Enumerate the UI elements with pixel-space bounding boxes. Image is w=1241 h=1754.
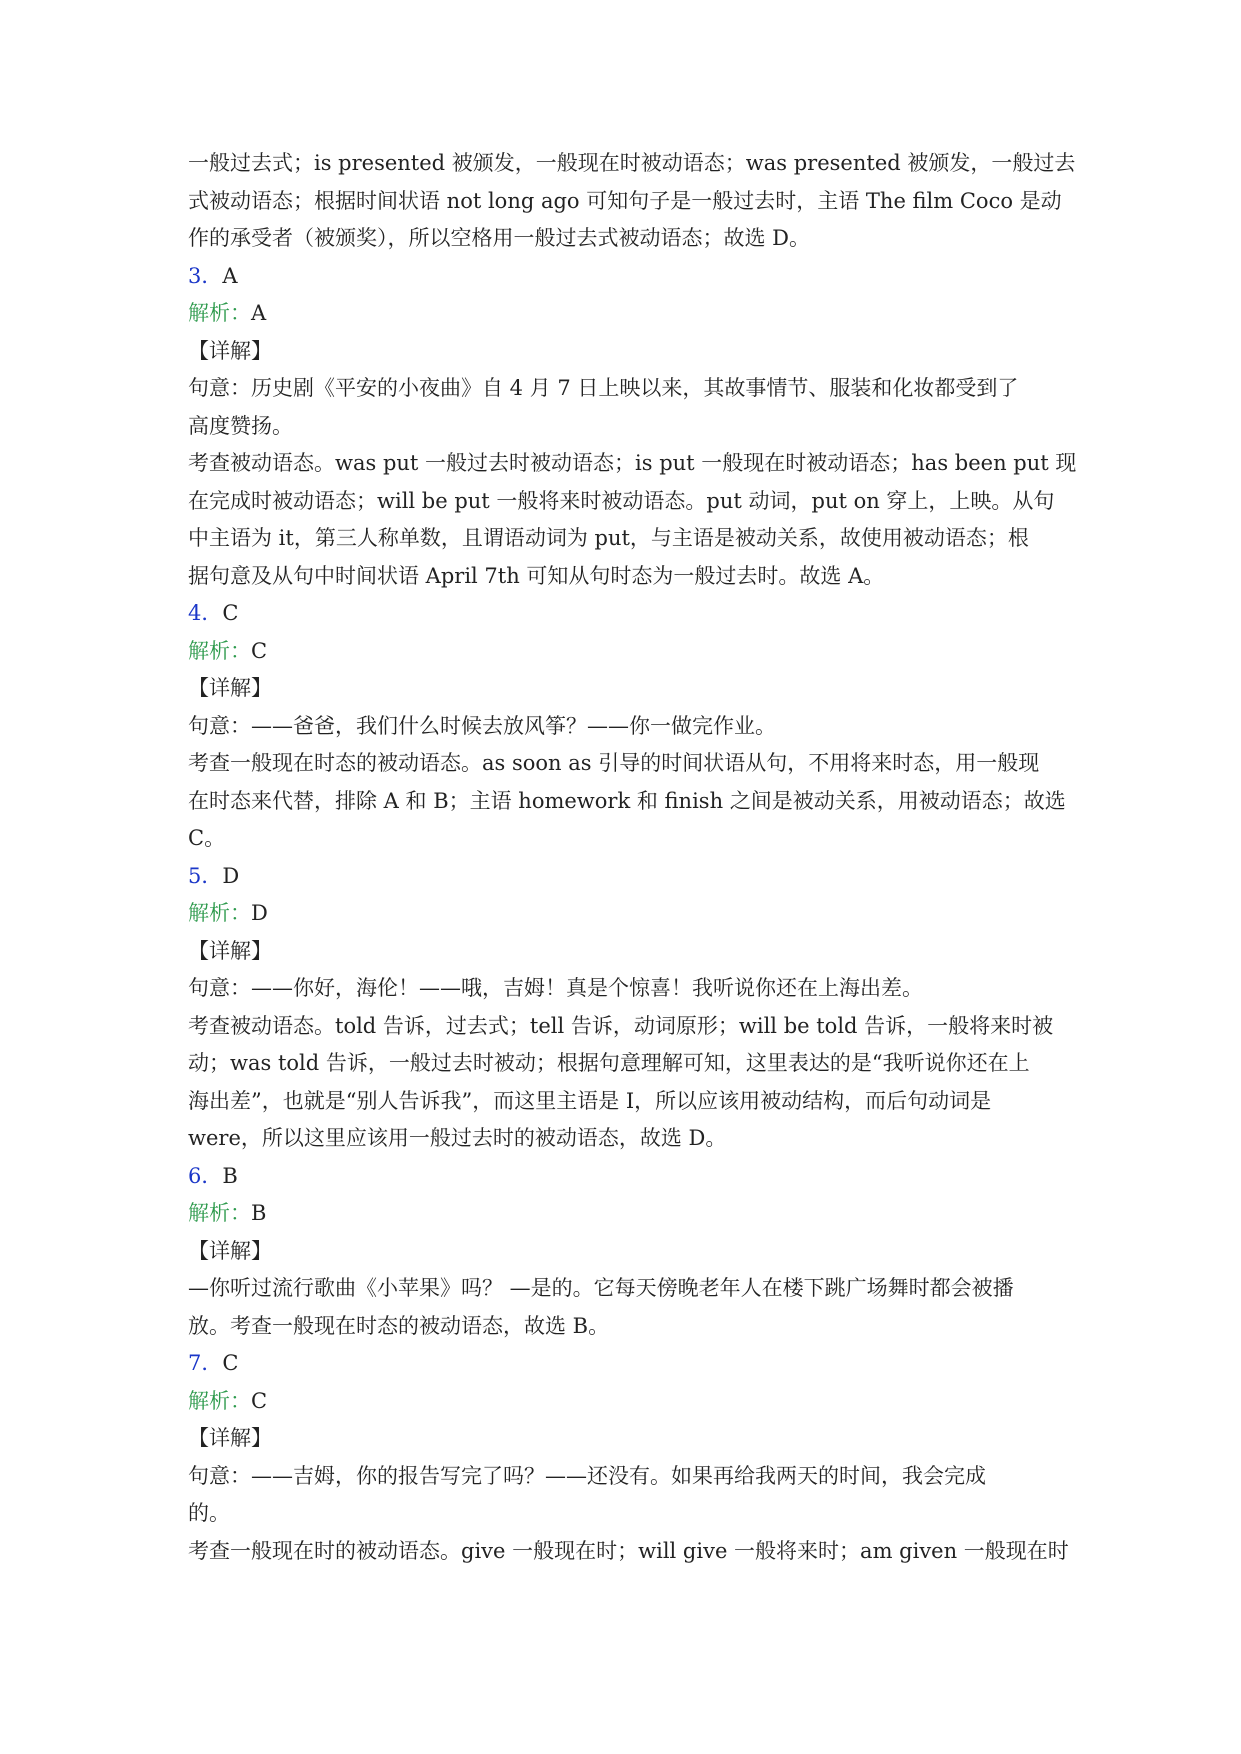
answer-content [188, 145, 1077, 1570]
text-line: 放。考查一般现在时态的被动语态，故选 B。 [188, 1313, 610, 1338]
text-line: 考查一般现在时态的被动语态。as soon as 引导的时间状语从句，不用将来时态，用一般现 [188, 751, 1040, 775]
question-heading [188, 595, 1060, 633]
analysis-label: 解析： [188, 1201, 251, 1225]
analysis-label: 解析： [188, 901, 251, 925]
question-heading [188, 1345, 1060, 1383]
text-line: 的。 [188, 1501, 230, 1525]
question-heading [188, 1158, 1060, 1196]
text-line: 考查被动语态。told 告诉，过去式；tell 告诉，动词原形；will be told 告诉，一般将来时被 [188, 1013, 1054, 1038]
detail-label: 【详解】 [188, 676, 272, 700]
question-answer: A [222, 263, 238, 288]
text-line: —你听过流行歌曲《小苹果》吗？ —是的。它每天傍晚老年人在楼下跳广场舞时都会被播 [188, 1276, 1014, 1300]
detail-label: 【详解】 [188, 938, 272, 963]
top-paragraph [188, 145, 1076, 258]
answer-item-6 [188, 1158, 1060, 1346]
answer-item-5 [188, 858, 1060, 1158]
question-answer: D [222, 863, 240, 888]
analysis-value: D [251, 901, 268, 925]
text-line: 句意：——爸爸，我们什么时候去放风筝？——你一做完作业。 [188, 713, 776, 738]
text-line: 动；was told 告诉，一般过去时被动；根据句意理解可知，这里表达的是“我听说你还在上 [188, 1051, 1030, 1075]
answer-item-7 [188, 1345, 1069, 1570]
text-line: 考查一般现在时的被动语态。give 一般现在时；will give 一般将来时；am given 一般现在时 [188, 1538, 1069, 1563]
detail-label: 【详解】 [188, 338, 272, 363]
question-heading [188, 858, 1060, 896]
detail-label: 【详解】 [188, 1426, 272, 1450]
text-line: 一般过去式；is presented 被颁发，一般现在时被动语态；was presented 被颁发，一般过去 [188, 151, 1076, 175]
answer-item-3 [188, 258, 1077, 596]
question-number: 5． [188, 863, 223, 888]
analysis-line [188, 295, 1060, 333]
text-line: C。 [188, 826, 226, 850]
question-number: 3． [188, 263, 223, 288]
text-line: 中主语为 it，第三人称单数，且谓语动词为 put，与主语是被动关系，故使用被动语态；根 [188, 526, 1029, 550]
analysis-value: C [251, 638, 268, 663]
question-answer: B [222, 1163, 238, 1188]
text-line: 高度赞扬。 [188, 413, 293, 438]
text-line: 式被动语态；根据时间状语 not long ago 可知句子是一般过去时，主语 The film Coco 是动 [188, 188, 1062, 213]
question-number: 4． [188, 601, 223, 625]
text-line: 海出差”，也就是“别人告诉我”，而这里主语是 I，所以应该用被动结构，而后句动词是 [188, 1088, 992, 1113]
text-line: were，所以这里应该用一般过去时的被动语态，故选 D。 [188, 1126, 727, 1150]
analysis-value: C [251, 1388, 268, 1413]
analysis-value: B [251, 1201, 267, 1225]
text-line: 作的承受者（被颁奖），所以空格用一般过去式被动语态；故选 D。 [188, 226, 811, 250]
analysis-label: 解析： [188, 1388, 251, 1413]
detail-label: 【详解】 [188, 1238, 272, 1263]
question-heading [188, 258, 1060, 296]
text-line: 据句意及从句中时间状语 April 7th 可知从句时态为一般过去时。故选 A。 [188, 563, 885, 588]
text-line: 句意：——你好，海伦！——哦，吉姆！真是个惊喜！我听说你还在上海出差。 [188, 976, 923, 1000]
text-line: 考查被动语态。was put 一般过去时被动语态；is put 一般现在时被动语态；has been put 现 [188, 451, 1077, 475]
question-number: 7． [188, 1351, 223, 1375]
text-line: 句意：历史剧《平安的小夜曲》自 4 月 7 日上映以来，其故事情节、服装和化妆都受到了 [188, 376, 1019, 400]
answer-item-4 [188, 595, 1066, 858]
text-line: 在完成时被动语态；will be put 一般将来时被动语态。put 动词，put on 穿上，上映。从句 [188, 488, 1055, 513]
analysis-line [188, 1195, 1060, 1233]
analysis-label: 解析： [188, 301, 251, 325]
text-line: 句意：——吉姆，你的报告写完了吗？——还没有。如果再给我两天的时间，我会完成 [188, 1463, 986, 1488]
analysis-label: 解析： [188, 638, 251, 663]
analysis-value: A [251, 301, 267, 325]
question-answer: C [222, 601, 239, 625]
text-line: 在时态来代替，排除 A 和 B；主语 homework 和 finish 之间是被动关系，用被动语态；故选 [188, 788, 1066, 813]
question-answer: C [222, 1351, 239, 1375]
analysis-line [188, 1383, 1060, 1421]
analysis-line [188, 633, 1060, 671]
question-number: 6． [188, 1163, 223, 1188]
analysis-line [188, 895, 1060, 933]
